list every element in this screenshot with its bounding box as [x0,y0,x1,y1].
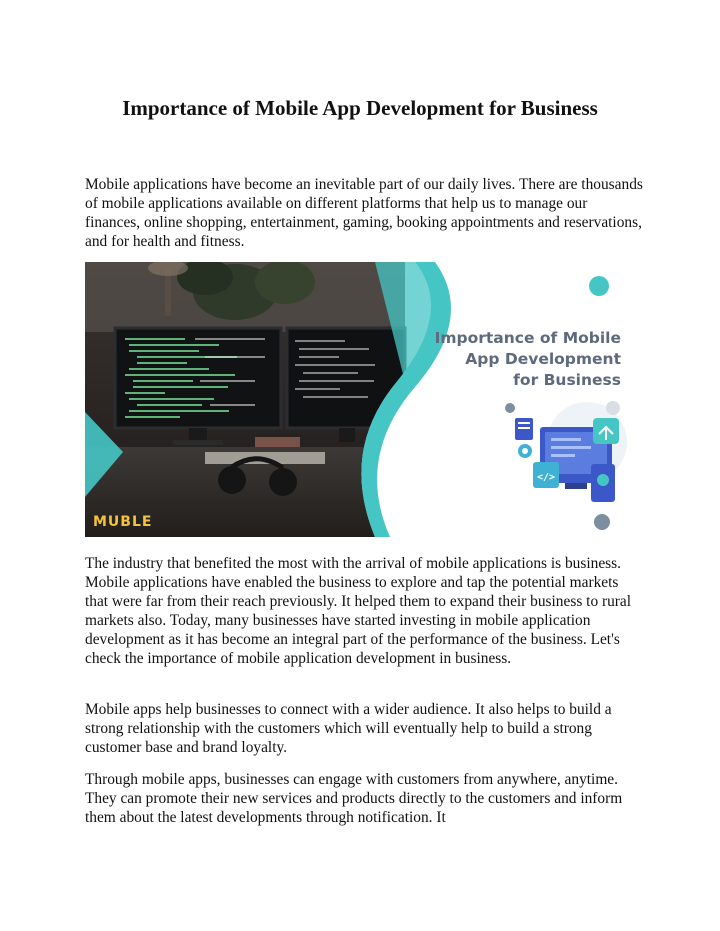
hero-headline-line-1: Importance of Mobile [434,329,621,347]
paragraph-industry: The industry that benefited the most with the arrival of mobile applications is business. Mobile applications have enabled the business to explore and tap the potential markets that were far from their reach previously. It helped them to expand their business to rural markets also. Today, many businesses have started investing in mobile application development as it has become an integral part of the performance of the business. Let's check the importance of mobile application development in business. [85,555,632,667]
paragraph-intro: Mobile applications have become an inevitable part of our daily lives. There are thousands of mobile applications available on different platforms that help us to manage our finances, online shopping, entertainment, gaming, booking appointments and reservations, and for health and fitness. [85,176,643,250]
hero-headline-line-3: for Business [513,371,621,389]
brand-logo: MUBLE [93,514,153,530]
monitor-left [115,328,281,445]
hero-headline [401,328,621,391]
hero-illustration [85,262,635,537]
svg-text:</>: </> [537,472,556,483]
hero-headline-line-2: App Development [465,350,621,368]
grey-dot-bottom [594,514,610,530]
teal-dot [589,276,609,296]
hero-image [85,262,635,537]
grey-dot [505,403,515,413]
paragraph-audience: Mobile apps help businesses to connect with a wider audience. It also helps to build a strong relationship with the customers which will eventually help to build a strong customer base and brand loyalty. [85,701,612,756]
paragraph-engagement: Through mobile apps, businesses can engage with customers from anywhere, anytime. They can promote their new services and products directly to the customers and inform them about the latest developments through notification. It [85,771,623,826]
page-title: Importance of Mobile App Development for Business [122,96,598,120]
